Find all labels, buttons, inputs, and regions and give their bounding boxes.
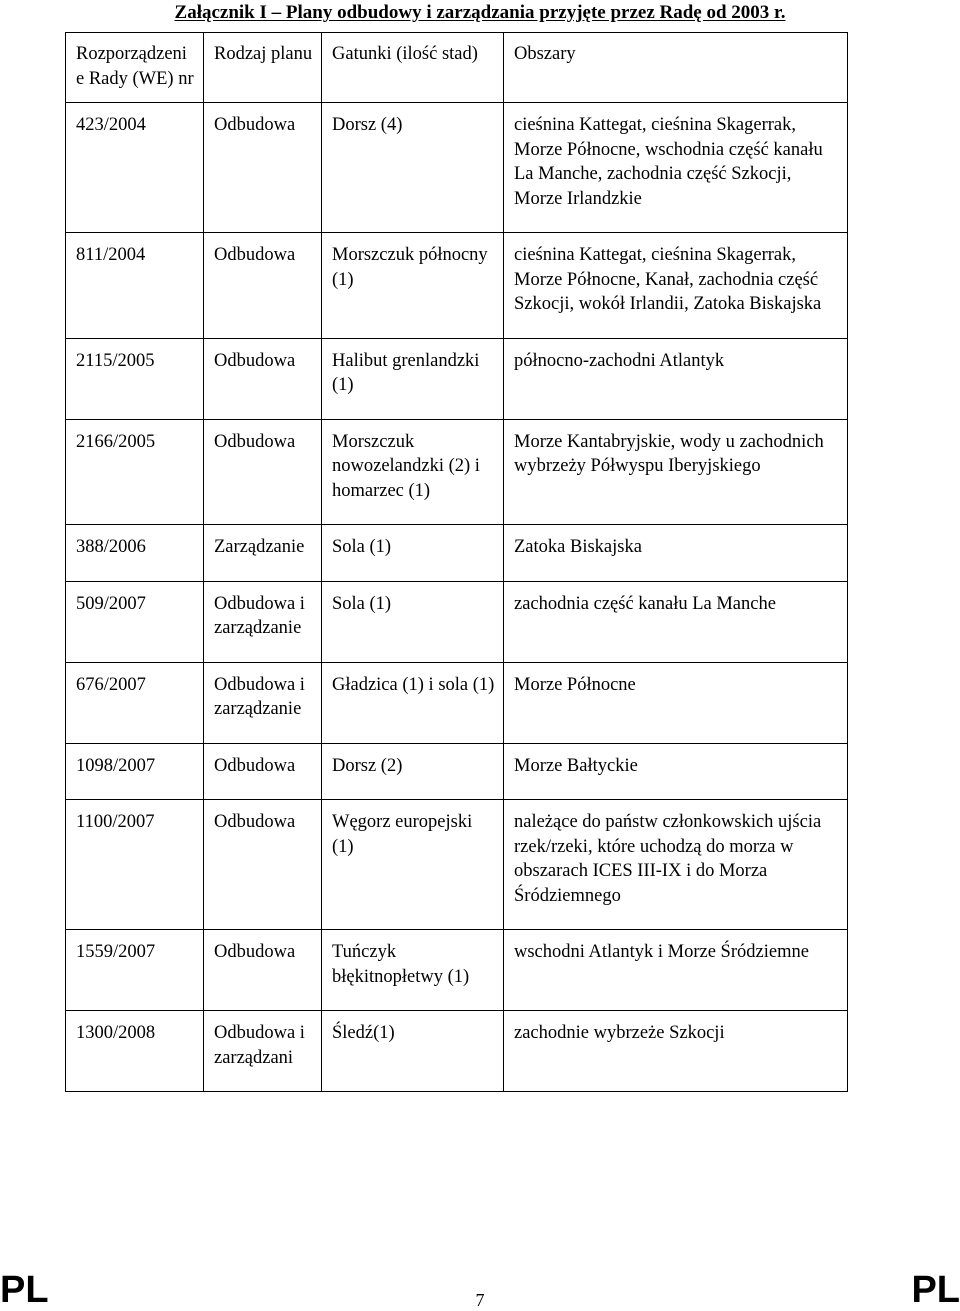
cell-species: Halibut grenlandzki (1) bbox=[322, 338, 504, 419]
cell-plan-type: Odbudowa bbox=[204, 930, 322, 1011]
cell-regulation: 1100/2007 bbox=[66, 800, 204, 930]
cell-species: Węgorz europejski (1) bbox=[322, 800, 504, 930]
cell-plan-type: Odbudowa i zarządzani bbox=[204, 1011, 322, 1092]
table-row bbox=[66, 103, 848, 233]
cell-areas: Zatoka Biskajska bbox=[504, 525, 848, 582]
cell-plan-type: Odbudowa bbox=[204, 419, 322, 525]
cell-regulation: 1098/2007 bbox=[66, 743, 204, 800]
header-areas: Obszary bbox=[504, 33, 848, 103]
cell-areas: północno-zachodni Atlantyk bbox=[504, 338, 848, 419]
cell-areas: Morze Bałtyckie bbox=[504, 743, 848, 800]
cell-regulation: 2115/2005 bbox=[66, 338, 204, 419]
cell-regulation: 1559/2007 bbox=[66, 930, 204, 1011]
cell-areas: zachodnia część kanału La Manche bbox=[504, 581, 848, 662]
plans-table bbox=[65, 32, 848, 1092]
cell-plan-type: Odbudowa bbox=[204, 103, 322, 233]
cell-areas: cieśnina Kattegat, cieśnina Skagerrak, Morze Północne, wschodnia część kanału La Manche, zachodnia część Szkocji, Morze Irlandzkie bbox=[504, 103, 848, 233]
cell-regulation: 388/2006 bbox=[66, 525, 204, 582]
cell-areas: Morze Północne bbox=[504, 662, 848, 743]
table-row bbox=[66, 233, 848, 339]
table-row bbox=[66, 662, 848, 743]
header-species: Gatunki (ilość stad) bbox=[322, 33, 504, 103]
header-regulation: Rozporządzenie Rady (WE) nr bbox=[66, 33, 204, 103]
table-row bbox=[66, 743, 848, 800]
table-row bbox=[66, 338, 848, 419]
footer-language-code-left: PL bbox=[0, 1269, 49, 1311]
cell-species: Sola (1) bbox=[322, 581, 504, 662]
cell-species: Dorsz (2) bbox=[322, 743, 504, 800]
page-number: 7 bbox=[475, 1290, 485, 1310]
cell-species: Dorsz (4) bbox=[322, 103, 504, 233]
table-row bbox=[66, 930, 848, 1011]
cell-regulation: 811/2004 bbox=[66, 233, 204, 339]
cell-species: Śledź(1) bbox=[322, 1011, 504, 1092]
cell-species: Tuńczyk błękitnopłetwy (1) bbox=[322, 930, 504, 1011]
cell-regulation: 423/2004 bbox=[66, 103, 204, 233]
cell-areas: cieśnina Kattegat, cieśnina Skagerrak, Morze Północne, Kanał, zachodnia część Szkocji, wokół Irlandii, Zatoka Biskajska bbox=[504, 233, 848, 339]
cell-plan-type: Odbudowa i zarządzanie bbox=[204, 581, 322, 662]
cell-species: Morszczuk nowozelandzki (2) i homarzec (1) bbox=[322, 419, 504, 525]
cell-areas: zachodnie wybrzeże Szkocji bbox=[504, 1011, 848, 1092]
table-row bbox=[66, 800, 848, 930]
document-title bbox=[0, 2, 960, 24]
cell-species: Sola (1) bbox=[322, 525, 504, 582]
cell-species: Gładzica (1) i sola (1) bbox=[322, 662, 504, 743]
table-row bbox=[66, 581, 848, 662]
table-row bbox=[66, 525, 848, 582]
table-row bbox=[66, 1011, 848, 1092]
cell-regulation: 509/2007 bbox=[66, 581, 204, 662]
cell-plan-type: Odbudowa bbox=[204, 743, 322, 800]
document-title-text: Załącznik I – Plany odbudowy i zarządzania przyjęte przez Radę od 2003 r. bbox=[174, 2, 786, 23]
cell-regulation: 676/2007 bbox=[66, 662, 204, 743]
cell-areas: należące do państw członkowskich ujścia rzek/rzeki, które uchodzą do morza w obszarach ICES III-IX i do Morza Śródziemnego bbox=[504, 800, 848, 930]
cell-plan-type: Odbudowa bbox=[204, 338, 322, 419]
cell-areas: Morze Kantabryjskie, wody u zachodnich wybrzeży Półwyspu Iberyjskiego bbox=[504, 419, 848, 525]
cell-species: Morszczuk północny (1) bbox=[322, 233, 504, 339]
header-plan-type: Rodzaj planu bbox=[204, 33, 322, 103]
cell-regulation: 1300/2008 bbox=[66, 1011, 204, 1092]
cell-areas: wschodni Atlantyk i Morze Śródziemne bbox=[504, 930, 848, 1011]
cell-plan-type: Odbudowa bbox=[204, 800, 322, 930]
cell-plan-type: Odbudowa i zarządzanie bbox=[204, 662, 322, 743]
table-row bbox=[66, 419, 848, 525]
cell-regulation: 2166/2005 bbox=[66, 419, 204, 525]
cell-plan-type: Odbudowa bbox=[204, 233, 322, 339]
cell-plan-type: Zarządzanie bbox=[204, 525, 322, 582]
footer-language-code-right: PL bbox=[911, 1269, 960, 1311]
table-header-row bbox=[66, 33, 848, 103]
